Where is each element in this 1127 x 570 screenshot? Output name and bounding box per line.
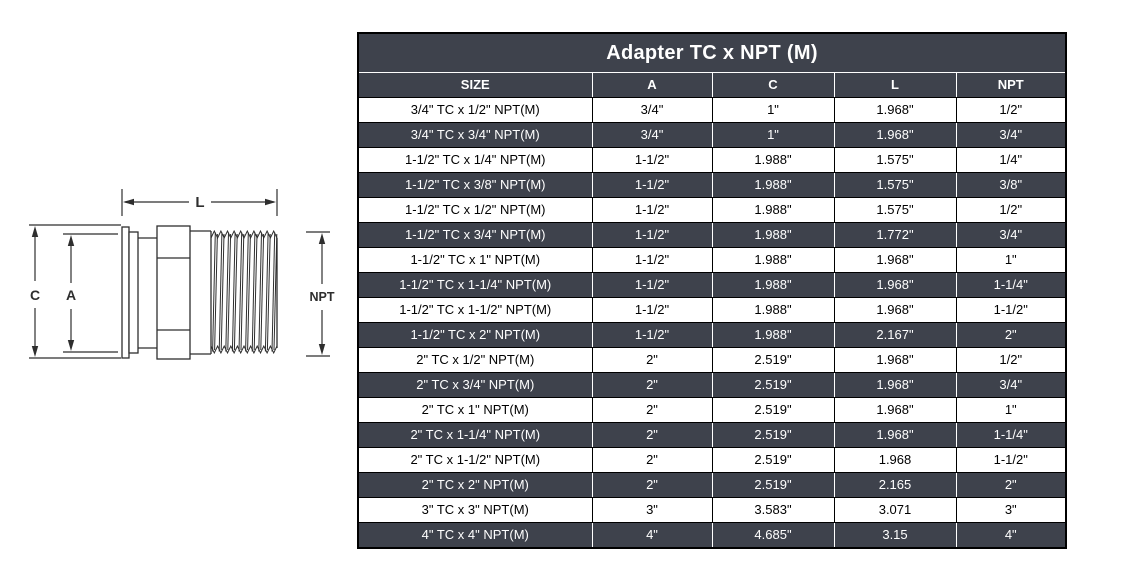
column-header-c: C [712,73,834,98]
table-cell: 3" [956,498,1066,523]
table-cell: 3" [592,498,712,523]
table-row [358,98,1066,123]
table-cell: 2" [592,348,712,373]
table-row [358,323,1066,348]
table-cell: 3.15 [834,523,956,549]
table-cell: 1/2" [956,348,1066,373]
table-cell: 1-1/2" [956,448,1066,473]
table-cell: 1.968" [834,348,956,373]
table-row [358,448,1066,473]
table-cell: 1.988" [712,273,834,298]
table-cell: 1-1/2" [956,298,1066,323]
table-cell: 3/4" [592,123,712,148]
table-row [358,273,1066,298]
table-cell: 1.968" [834,123,956,148]
column-header-row [358,73,1066,98]
table-row [358,473,1066,498]
table-cell: 1" [712,98,834,123]
table-cell: 2" [956,323,1066,348]
table-cell: 1-1/2" [592,173,712,198]
table-cell: 1.968" [834,298,956,323]
dim-label-c: C [29,287,41,303]
table-row [358,373,1066,398]
table-cell: 1/4" [956,148,1066,173]
table-cell: 4" TC x 4" NPT(M) [358,523,592,549]
table-row [358,498,1066,523]
table-row [358,348,1066,373]
table-cell: 2" TC x 1-1/2" NPT(M) [358,448,592,473]
dim-label-a: A [65,287,77,303]
table-cell: 2" TC x 1" NPT(M) [358,398,592,423]
table-cell: 2" [592,373,712,398]
table-cell: 1-1/2" TC x 1/2" NPT(M) [358,198,592,223]
column-header-a: A [592,73,712,98]
fitting-diagram [0,0,360,570]
table-cell: 2.165 [834,473,956,498]
table-cell: 1.988" [712,148,834,173]
table-cell: 1.988" [712,198,834,223]
table-cell: 1.988" [712,173,834,198]
spec-table [357,32,1067,549]
spec-table-body [358,98,1066,549]
table-cell: 2" [592,423,712,448]
table-cell: 1" [956,398,1066,423]
table-cell: 3/4" [956,373,1066,398]
table-row [358,398,1066,423]
table-row [358,173,1066,198]
table-cell: 1-1/2" TC x 1/4" NPT(M) [358,148,592,173]
table-cell: 2" TC x 2" NPT(M) [358,473,592,498]
table-cell: 2" [956,473,1066,498]
table-cell: 1-1/4" [956,273,1066,298]
table-cell: 2" [592,473,712,498]
table-cell: 1" [712,123,834,148]
table-cell: 1.575" [834,173,956,198]
table-cell: 1-1/2" TC x 3/4" NPT(M) [358,223,592,248]
table-cell: 1/2" [956,98,1066,123]
table-cell: 4" [956,523,1066,549]
table-row [358,123,1066,148]
table-row [358,248,1066,273]
table-cell: 1-1/2" TC x 2" NPT(M) [358,323,592,348]
table-cell: 2" TC x 3/4" NPT(M) [358,373,592,398]
table-row [358,223,1066,248]
table-cell: 2" TC x 1-1/4" NPT(M) [358,423,592,448]
table-cell: 2" [592,398,712,423]
table-cell: 2" [592,448,712,473]
table-row [358,423,1066,448]
table-cell: 1.988" [712,248,834,273]
table-cell: 2.519" [712,423,834,448]
table-cell: 2.519" [712,373,834,398]
table-cell: 1.968 [834,448,956,473]
table-cell: 1-1/2" [592,248,712,273]
table-cell: 1.968" [834,248,956,273]
table-cell: 1-1/2" [592,223,712,248]
table-row [358,148,1066,173]
table-cell: 1-1/2" [592,273,712,298]
table-title: Adapter TC x NPT (M) [358,33,1066,73]
table-cell: 1-1/2" [592,148,712,173]
table-cell: 3/4" [956,223,1066,248]
table-cell: 2.519" [712,448,834,473]
table-cell: 1.968" [834,398,956,423]
table-cell: 3/4" TC x 1/2" NPT(M) [358,98,592,123]
table-cell: 1.968" [834,98,956,123]
column-header-l: L [834,73,956,98]
table-cell: 4.685" [712,523,834,549]
table-cell: 1" [956,248,1066,273]
table-cell: 2" TC x 1/2" NPT(M) [358,348,592,373]
table-cell: 1-1/4" [956,423,1066,448]
table-cell: 1.575" [834,148,956,173]
table-cell: 1/2" [956,198,1066,223]
table-cell: 3/4" TC x 3/4" NPT(M) [358,123,592,148]
table-cell: 1.988" [712,323,834,348]
table-cell: 2.519" [712,398,834,423]
table-cell: 3/4" [956,123,1066,148]
table-cell: 2.519" [712,473,834,498]
column-header-size: SIZE [358,73,592,98]
thread-hatching [211,231,277,353]
table-cell: 3/8" [956,173,1066,198]
table-cell: 1.772" [834,223,956,248]
table-row [358,523,1066,549]
table-title-row [358,33,1066,73]
table-cell: 1-1/2" TC x 1-1/4" NPT(M) [358,273,592,298]
table-row [358,198,1066,223]
table-row [358,298,1066,323]
dim-label-npt: NPT [309,290,335,304]
table-cell: 3.071 [834,498,956,523]
table-cell: 2.519" [712,348,834,373]
dim-label-l: L [195,194,205,211]
table-cell: 1-1/2" [592,323,712,348]
table-cell: 1-1/2" [592,198,712,223]
table-cell: 4" [592,523,712,549]
table-cell: 2.167" [834,323,956,348]
table-cell: 3" TC x 3" NPT(M) [358,498,592,523]
table-cell: 1-1/2" TC x 1" NPT(M) [358,248,592,273]
table-cell: 1.968" [834,273,956,298]
table-cell: 1.968" [834,373,956,398]
table-cell: 1.988" [712,298,834,323]
column-header-npt: NPT [956,73,1066,98]
table-cell: 3/4" [592,98,712,123]
table-cell: 1.575" [834,198,956,223]
table-cell: 1-1/2" TC x 1-1/2" NPT(M) [358,298,592,323]
table-cell: 1.968" [834,423,956,448]
table-cell: 3.583" [712,498,834,523]
table-cell: 1.988" [712,223,834,248]
table-cell: 1-1/2" TC x 3/8" NPT(M) [358,173,592,198]
table-cell: 1-1/2" [592,298,712,323]
